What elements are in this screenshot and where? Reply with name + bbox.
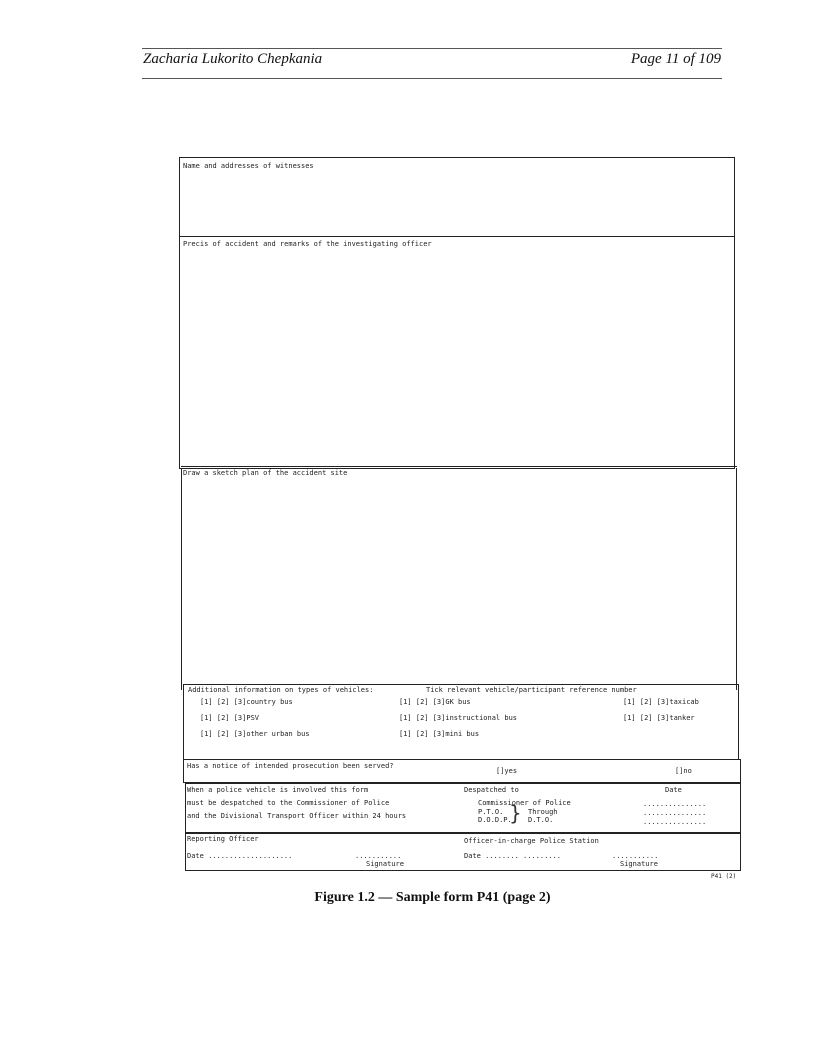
despatch-dto: D.T.O. — [528, 816, 554, 824]
prosecution-yes-option: []yes — [496, 767, 518, 775]
vehicle-option: [1] [2] [3]other urban bus — [200, 730, 310, 738]
commissioner-of-police: Commissioner of Police — [478, 799, 571, 807]
form-left-edge — [181, 468, 182, 690]
officer-signature-dots: ........... — [612, 852, 659, 860]
reporting-officer-label: Reporting Officer — [187, 835, 259, 843]
officer-date-field: Date ........ ......... — [464, 852, 561, 860]
vehicle-types-box — [183, 684, 739, 760]
bracket-brace: } — [509, 801, 522, 825]
reporting-date-field: Date .................... — [187, 852, 293, 860]
vehicle-option: [1] [2] [3]tanker — [623, 714, 695, 722]
header-top-rule — [142, 48, 722, 49]
despatched-to-label: Despatched to — [464, 786, 519, 794]
police-vehicle-note: When a police vehicle is involved this form — [187, 786, 369, 794]
tick-relevant-label: Tick relevant vehicle/participant reference number — [426, 686, 637, 694]
precis-divider — [181, 466, 737, 467]
running-header-author: Zacharia Lukorito Chepkania — [143, 51, 323, 67]
form-right-edge — [736, 468, 737, 690]
figure-caption: Figure 1.2 — Sample form P41 (page 2) — [314, 890, 551, 905]
vehicle-option: [1] [2] [3]mini bus — [399, 730, 480, 738]
form-upper-frame — [179, 157, 735, 469]
prosecution-question: Has a notice of intended prosecution been served? — [187, 762, 394, 770]
sketch-label: Draw a sketch plan of the accident site — [183, 469, 348, 477]
witnesses-divider — [179, 236, 735, 237]
additional-info-label: Additional information on types of vehicles: — [188, 686, 374, 694]
reporting-signature-dots: ........... — [355, 852, 402, 860]
running-header-page-number: Page 11 of 109 — [630, 51, 721, 67]
vehicle-option: [1] [2] [3]instructional bus — [399, 714, 518, 722]
despatch-date-dots: ............... — [643, 800, 707, 808]
despatch-dodp: D.O.D.P. — [478, 816, 512, 824]
police-vehicle-note: and the Divisional Transport Officer within 24 hours — [187, 812, 407, 820]
reporting-signature-label: Signature — [366, 860, 404, 868]
officer-in-charge-label: Officer-in-charge Police Station — [464, 837, 599, 845]
vehicle-option: [1] [2] [3]GK bus — [399, 698, 471, 706]
despatch-date-label: Date — [665, 786, 682, 794]
vehicle-option: [1] [2] [3]PSV — [200, 714, 260, 722]
despatch-date-dots: ............... — [643, 809, 707, 817]
officer-signature-label: Signature — [620, 860, 658, 868]
despatch-through: Through — [528, 808, 558, 816]
police-vehicle-note: must be despatched to the Commissioner of Police — [187, 799, 390, 807]
header-bottom-rule — [142, 78, 722, 79]
precis-label: Precis of accident and remarks of the investigating officer — [183, 240, 432, 248]
vehicle-option: [1] [2] [3]taxicab — [623, 698, 699, 706]
prosecution-no-option: []no — [675, 767, 692, 775]
vehicle-option: [1] [2] [3]country bus — [200, 698, 293, 706]
witnesses-label: Name and addresses of witnesses — [183, 162, 314, 170]
despatch-date-dots: ............... — [643, 818, 707, 826]
despatch-pto: P.T.O. — [478, 808, 504, 816]
form-number: P41 (2) — [711, 873, 737, 880]
